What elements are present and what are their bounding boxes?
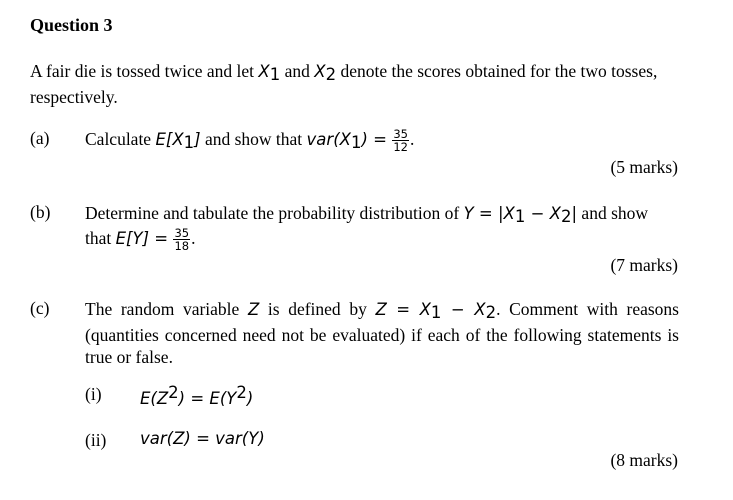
fraction-35-12: $\frac{35}{12}$ bbox=[393, 127, 408, 155]
part-c-i-label: (i) bbox=[85, 384, 102, 404]
part-a-marks: (5 marks) bbox=[610, 157, 678, 177]
part-c-i-statement: $E(Z^2) = E(Y^2)$ bbox=[140, 383, 254, 408]
part-c-text: The random variable Z is defined by $Z = X_1 - X_2$. Comment with reasons (quantities concerned need not be evaluated) if each of the following statements is true or false. bbox=[85, 299, 679, 367]
part-a-text: Calculate $E[X_1]$ and show that $var(X_1)$ = $\frac{35}{12}$ . bbox=[85, 127, 415, 155]
intro-paragraph: A fair die is tossed twice and let $X_1$ and $X_2$ denote the scores obtained for the two tosses, respectively. bbox=[30, 61, 658, 107]
part-c-ii-label: (ii) bbox=[85, 430, 107, 450]
part-b-line1: Determine and tabulate the probability distribution of $Y = |X_1 - X_2|$ and show bbox=[85, 203, 649, 226]
part-c-marks: (8 marks) bbox=[610, 450, 678, 470]
part-b-line2: that E[Y] = $\frac{35}{18}$ . bbox=[85, 226, 196, 254]
part-a-label: (a) bbox=[30, 128, 50, 148]
part-c-label: (c) bbox=[30, 298, 50, 318]
part-b-marks: (7 marks) bbox=[610, 255, 678, 275]
part-c-ii-statement: var(Z) = var(Y) bbox=[140, 429, 265, 448]
part-b-label: (b) bbox=[30, 202, 51, 222]
fraction-35-18: $\frac{35}{18}$ bbox=[174, 226, 190, 254]
question-title: Question 3 bbox=[30, 15, 113, 35]
